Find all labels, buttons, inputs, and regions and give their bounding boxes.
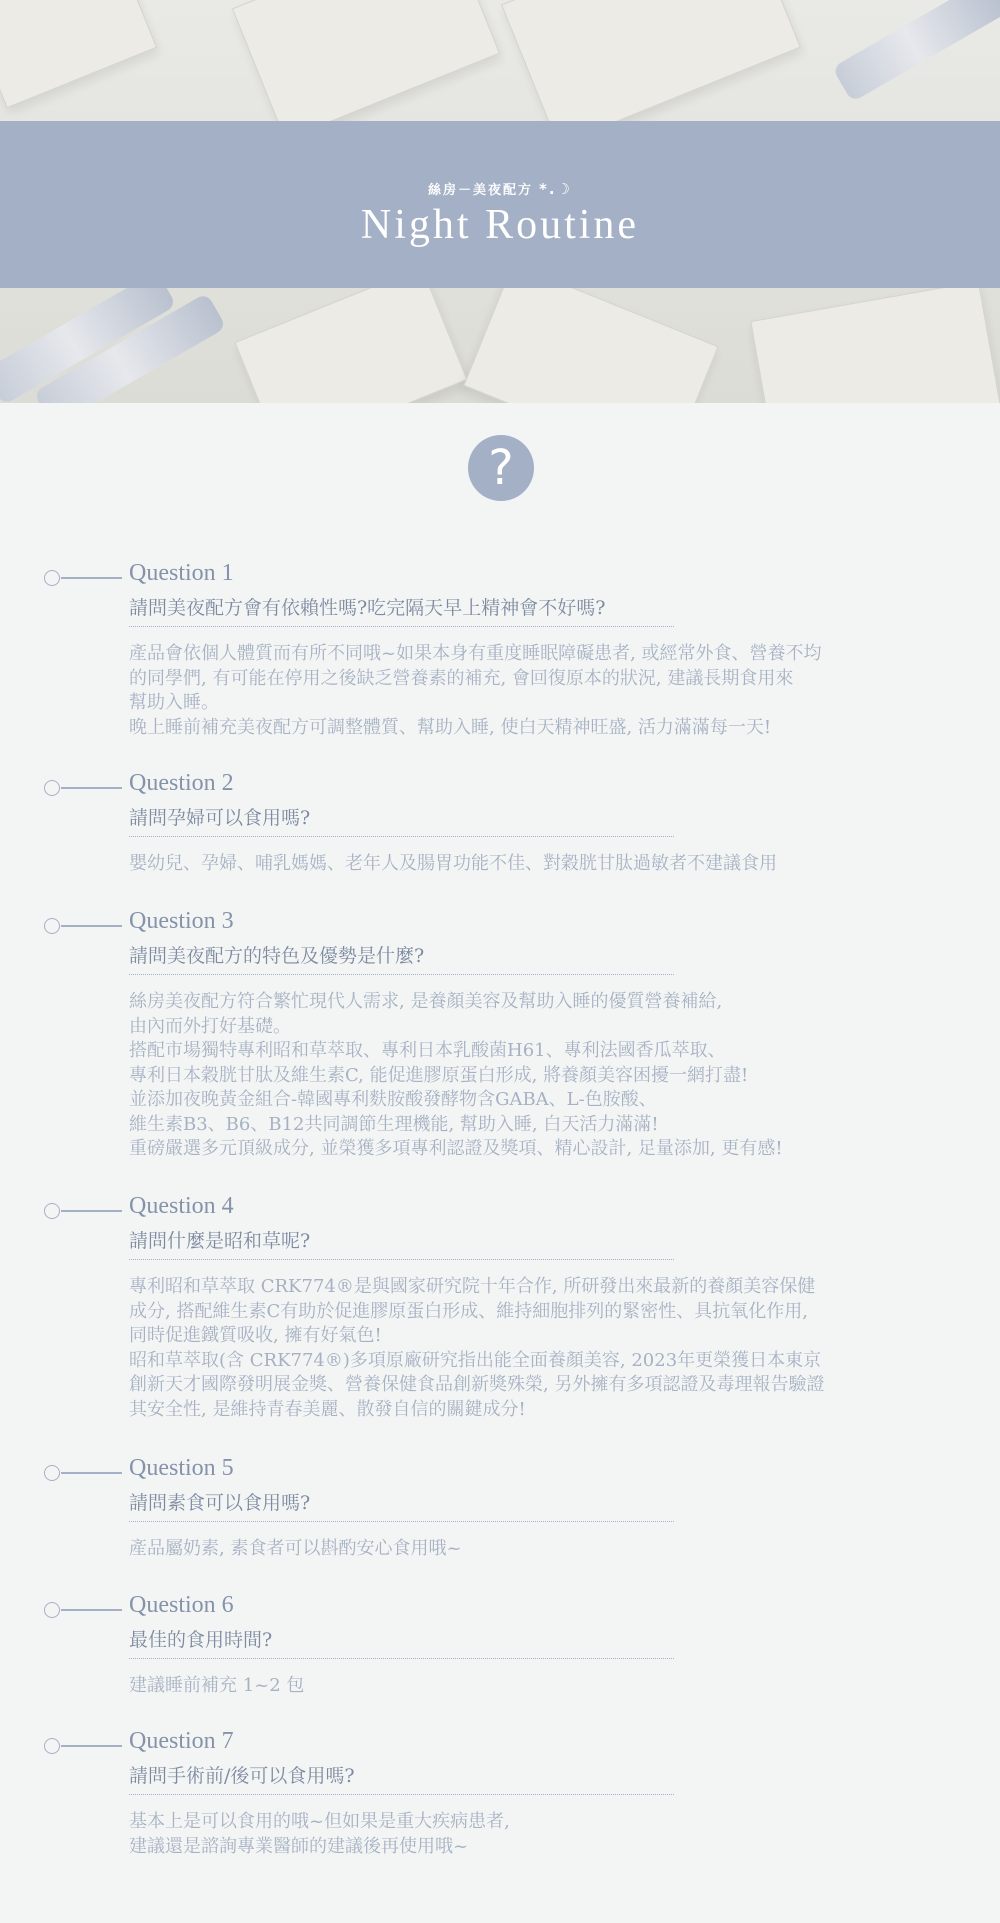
answer-text: 嬰幼兒、孕婦、哺乳媽媽、老年人及腸胃功能不佳、對穀胱甘肽過敏者不建議食用 xyxy=(129,853,777,874)
moon-stars-icon: *.☽ xyxy=(539,180,572,198)
product-stick-image xyxy=(832,0,1000,102)
answer-text: 建議睡前補充 1~2 包 xyxy=(129,1675,305,1696)
answer-text: 專利昭和草萃取 CRK774®是與國家研究院十年合作, 所研發出來最新的養顏美容保健 成分, 搭配維生素C有助於促進膠原蛋白形成、維持細胞排列的緊密性、具抗氧化作用, 同時促進鐵質吸收, 擁有好氣色! 昭和草萃取(含 CRK774®)多項原廠研究指出能全面養顏美容, 2023年更榮獲日本東京 創新天才國際發明展金獎、營養保健食品創新獎殊榮, 另外擁有多項認證及毒理報告驗證 其安全性, 是維持青春美麗、散發自信的關鍵成分! xyxy=(129,1276,825,1420)
question-title: 請問孕婦可以食用嗎? xyxy=(129,803,674,837)
question-label: Question 3 xyxy=(129,908,234,934)
title-band xyxy=(0,121,1000,288)
timeline-node-icon xyxy=(44,1602,60,1618)
hero-subtitle: 絲房－美夜配方 *.☽ xyxy=(427,180,572,198)
product-box-image xyxy=(0,0,157,108)
question-title: 請問素食可以食用嗎? xyxy=(129,1488,674,1522)
question-label: Question 2 xyxy=(129,770,234,796)
hero-banner xyxy=(0,0,1000,403)
question-label: Question 7 xyxy=(129,1728,234,1754)
timeline-node-icon xyxy=(44,1203,60,1219)
question-title: 請問美夜配方會有依賴性嗎?吃完隔天早上精神會不好嗎? xyxy=(129,593,674,627)
question-title: 最佳的食用時間? xyxy=(129,1625,674,1659)
question-title: 請問手術前/後可以食用嗎? xyxy=(129,1761,674,1795)
timeline-connector xyxy=(61,1745,122,1747)
answer-text: 基本上是可以食用的哦~但如果是重大疾病患者, 建議還是諮詢專業醫師的建議後再使用哦~ xyxy=(129,1811,510,1857)
question-mark-icon: ? xyxy=(468,435,534,501)
product-box-image xyxy=(232,0,500,140)
question-label: Question 4 xyxy=(129,1193,234,1219)
timeline-node-icon xyxy=(44,918,60,934)
question-title: 請問美夜配方的特色及優勢是什麼? xyxy=(129,941,674,975)
answer-text: 產品屬奶素, 素食者可以斟酌安心食用哦~ xyxy=(129,1538,462,1559)
timeline-connector xyxy=(61,577,122,579)
question-label: Question 1 xyxy=(129,560,234,586)
question-label: Question 6 xyxy=(129,1592,234,1618)
timeline-connector xyxy=(61,1472,122,1474)
timeline-connector xyxy=(61,925,122,927)
question-label: Question 5 xyxy=(129,1455,234,1481)
timeline-node-icon xyxy=(44,1465,60,1481)
answer-text: 產品會依個人體質而有所不同哦~如果本身有重度睡眠障礙患者, 或經常外食、營養不均 的同學們, 有可能在停用之後缺乏營養素的補充, 會回復原本的狀況, 建議長期食用來 幫助入睡。 晚上睡前補充美夜配方可調整體質、幫助入睡, 使白天精神旺盛, 活力滿滿每一天! xyxy=(129,643,822,738)
timeline-node-icon xyxy=(44,780,60,796)
hero-title: Night Routine xyxy=(360,202,640,248)
product-box-image xyxy=(750,281,1000,403)
timeline-connector xyxy=(61,1210,122,1212)
timeline-connector xyxy=(61,787,122,789)
timeline-node-icon xyxy=(44,1738,60,1754)
timeline-node-icon xyxy=(44,570,60,586)
question-title: 請問什麼是昭和草呢? xyxy=(129,1226,674,1260)
timeline-connector xyxy=(61,1609,122,1611)
answer-text: 絲房美夜配方符合繁忙現代人需求, 是養顏美容及幫助入睡的優質營養補給, 由內而外打好基礎。 搭配市場獨特專利昭和草萃取、專利日本乳酸菌H61、專利法國香瓜萃取、 專利日本穀胱甘肽及維生素C, 能促進膠原蛋白形成, 將養顏美容困擾一網打盡! 並添加夜晚黃金組合-韓國專利麩胺酸發酵物含GABA、L-色胺酸、 維生素B3、B6、B12共同調節生理機能, 幫助入睡, 白天活力滿滿! 重磅嚴選多元頂級成分, 並榮獲多項專利認證及獎項、精心設計, 足量添加, 更有感! xyxy=(129,991,783,1159)
